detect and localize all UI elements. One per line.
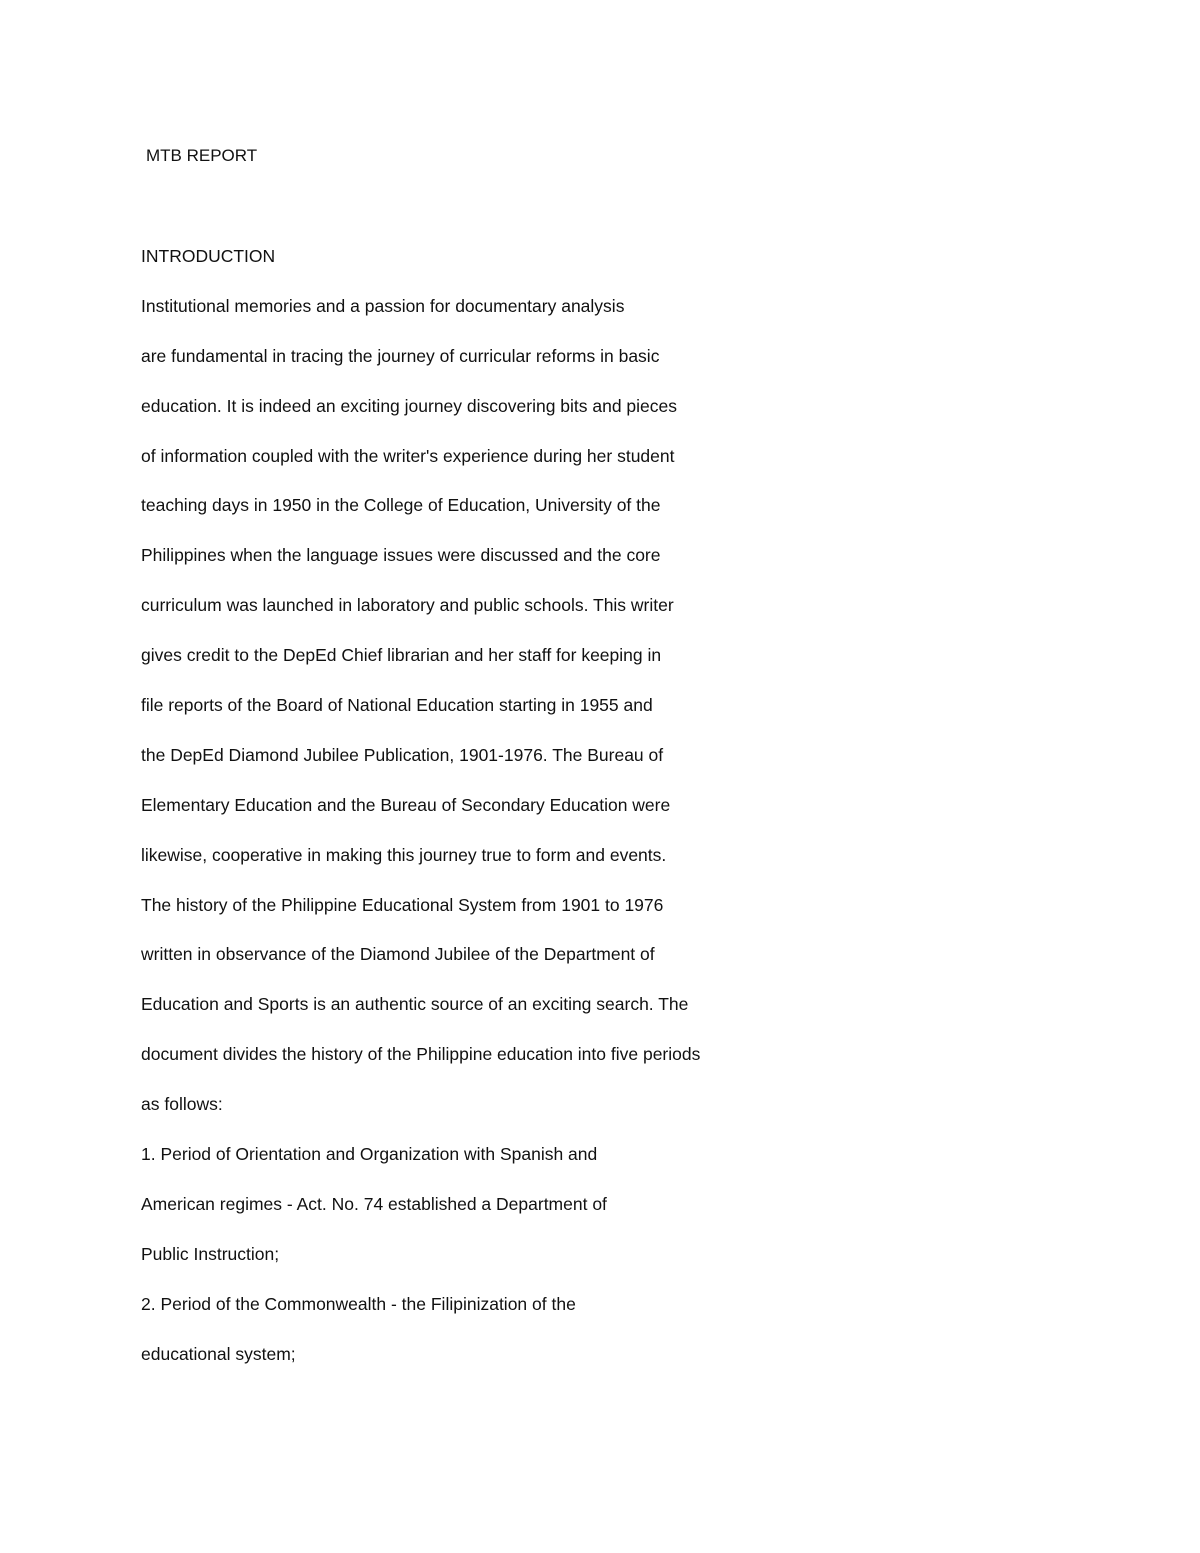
body-line: likewise, cooperative in making this journey true to form and events. bbox=[141, 844, 667, 865]
body-line: curriculum was launched in laboratory and public schools. This writer bbox=[141, 595, 674, 616]
body-line: education. It is indeed an exciting journey discovering bits and pieces bbox=[141, 395, 678, 416]
body-line: are fundamental in tracing the journey of curricular reforms in basic bbox=[141, 345, 660, 366]
body-line: Education and Sports is an authentic source of an exciting search. The bbox=[141, 994, 689, 1015]
list-item-line: American regimes - Act. No. 74 established a Department of bbox=[141, 1193, 607, 1214]
list-item-line: 2. Period of the Commonwealth - the Filipinization of the bbox=[141, 1293, 576, 1314]
list-item-line: educational system; bbox=[141, 1343, 296, 1364]
document-body bbox=[141, 244, 901, 1391]
body-line: The history of the Philippine Educational System from 1901 to 1976 bbox=[141, 894, 664, 915]
body-line: the DepEd Diamond Jubilee Publication, 1901-1976. The Bureau of bbox=[141, 744, 664, 765]
body-line: Philippines when the language issues were discussed and the core bbox=[141, 545, 661, 566]
report-title: MTB REPORT bbox=[146, 146, 258, 165]
body-line: gives credit to the DepEd Chief librarian and her staff for keeping in bbox=[141, 645, 662, 666]
body-line: teaching days in 1950 in the College of Education, University of the bbox=[141, 495, 661, 516]
body-line: document divides the history of the Philippine education into five periods bbox=[141, 1044, 701, 1065]
list-item-line: 1. Period of Orientation and Organization with Spanish and bbox=[141, 1144, 598, 1165]
body-line: Elementary Education and the Bureau of Secondary Education were bbox=[141, 794, 671, 815]
body-line: of information coupled with the writer's experience during her student bbox=[141, 445, 675, 466]
list-item-line: Public Instruction; bbox=[141, 1243, 280, 1264]
body-line: Institutional memories and a passion for documentary analysis bbox=[141, 295, 625, 316]
section-heading: INTRODUCTION bbox=[141, 246, 276, 266]
body-line: as follows: bbox=[141, 1094, 223, 1115]
body-line: file reports of the Board of National Education starting in 1955 and bbox=[141, 695, 653, 716]
body-line: written in observance of the Diamond Jubilee of the Department of bbox=[141, 944, 655, 965]
